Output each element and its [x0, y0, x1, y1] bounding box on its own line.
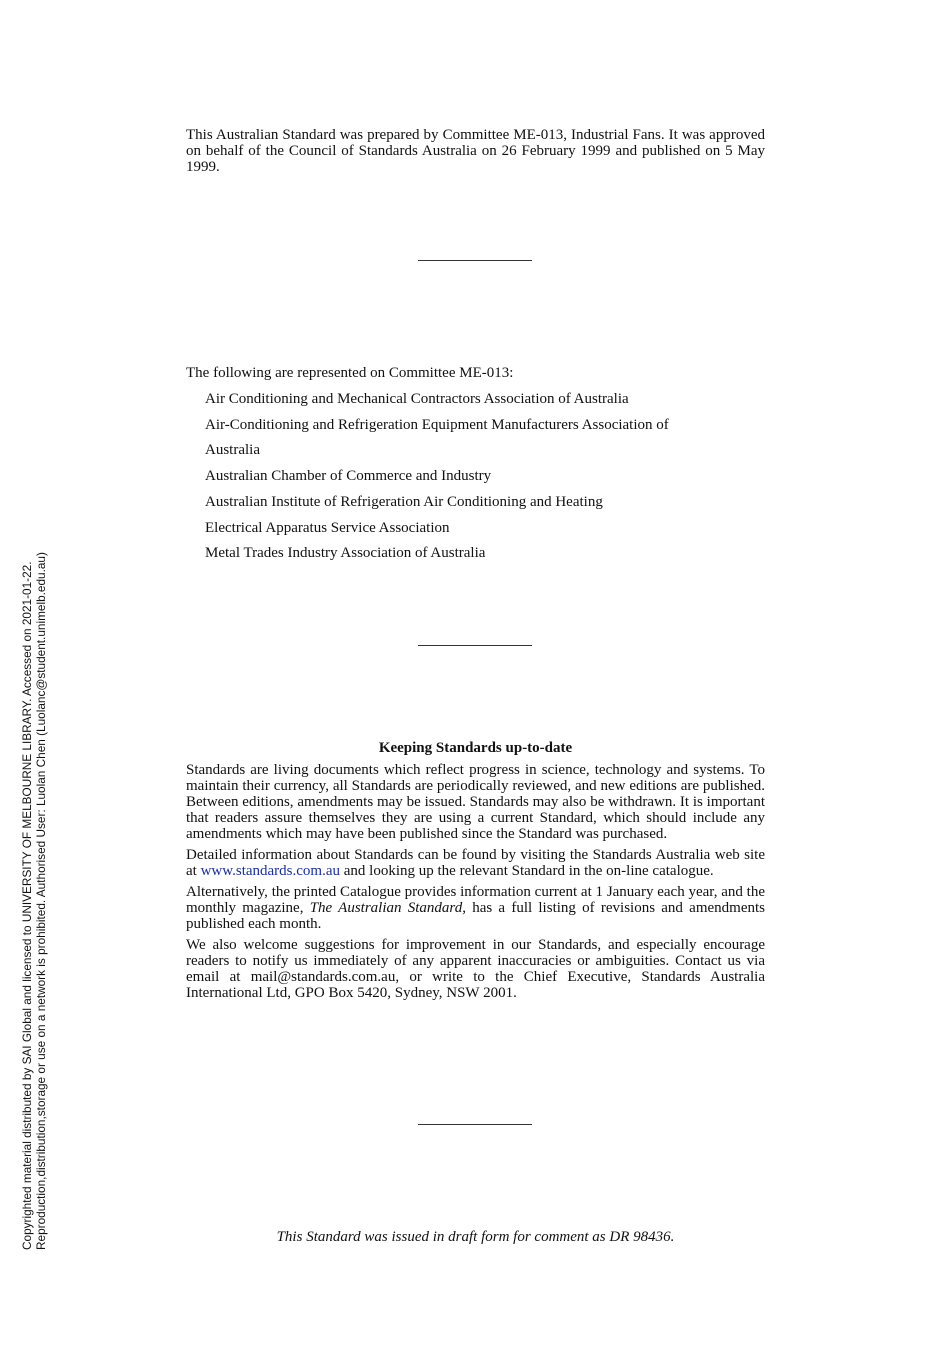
keeping-standards-body — [186, 762, 765, 1006]
copyright-line: Reproduction,distribution,storage or use on a network is prohibited. Authorised User: Luolan Chen (Luolanc@student.unimelb.edu.au) — [34, 552, 48, 1250]
committee-member: Air-Conditioning and Refrigeration Equipment Manufacturers Association of — [205, 416, 669, 433]
paragraph-text: and looking up the relevant Standard in the on-line catalogue. — [340, 863, 714, 879]
divider-rule — [418, 645, 532, 646]
committee-member: Electrical Apparatus Service Association — [205, 519, 450, 536]
approval-statement: This Australian Standard was prepared by Committee ME-013, Industrial Fans. It was approved on behalf of the Council of Standards Australia on 26 February 1999 and published on 5 May 1999. — [186, 127, 765, 175]
paragraph — [186, 884, 765, 932]
paragraph-text: Alternatively, the printed Catalogue provides information current at 1 January each year, and the monthly magazine, — [186, 884, 765, 916]
divider-rule — [418, 260, 532, 261]
committee-member: Australian Institute of Refrigeration Air Conditioning and Heating — [205, 493, 603, 510]
copyright-line: Copyrighted material distributed by SAI Global and licensed to UNIVERSITY OF MELBOURNE LIBRARY. Accessed on 2021-01-22. — [20, 561, 34, 1250]
copyright-sidebar — [20, 490, 48, 1250]
paragraph — [186, 847, 765, 879]
paragraph: Standards are living documents which reflect progress in science, technology and systems. To maintain their currency, all Standards are periodically reviewed, and new editions are published. Between editions, amendments may be issued. Standards may also be withdrawn. It is important that readers assure themselves they are using a current Standard, which should include any amendments which may have been published since the Standard was purchased. — [186, 762, 765, 842]
committee-member: Air Conditioning and Mechanical Contractors Association of Australia — [205, 391, 629, 407]
committee-intro: The following are represented on Committee ME-013: — [186, 365, 514, 381]
paragraph-text: , has a full listing of revisions and amendments published each month. — [186, 900, 765, 932]
committee-member: Metal Trades Industry Association of Australia — [205, 545, 486, 562]
committee-member-list — [205, 387, 765, 567]
paragraph: We also welcome suggestions for improvement in our Standards, and especially encourage readers to notify us immediately of any apparent inaccuracies or ambiguities. Contact us via email at mail@standards.com.au, or write to the Chief Executive, Standards Australia International Ltd, GPO Box 5420, Sydney, NSW 2001. — [186, 937, 765, 1001]
divider-rule — [418, 1124, 532, 1125]
paragraph-text: Detailed information about Standards can be found by visiting the Standards Australia web site at — [186, 847, 765, 879]
committee-member: Australia — [205, 442, 260, 459]
draft-note: This Standard was issued in draft form for comment as DR 98436. — [276, 1229, 675, 1245]
section-heading: Keeping Standards up-to-date — [378, 740, 573, 756]
website-link[interactable]: www.standards.com.au — [200, 863, 340, 879]
publication-title: The Australian Standard — [309, 900, 463, 916]
committee-member: Australian Chamber of Commerce and Industry — [205, 468, 492, 485]
